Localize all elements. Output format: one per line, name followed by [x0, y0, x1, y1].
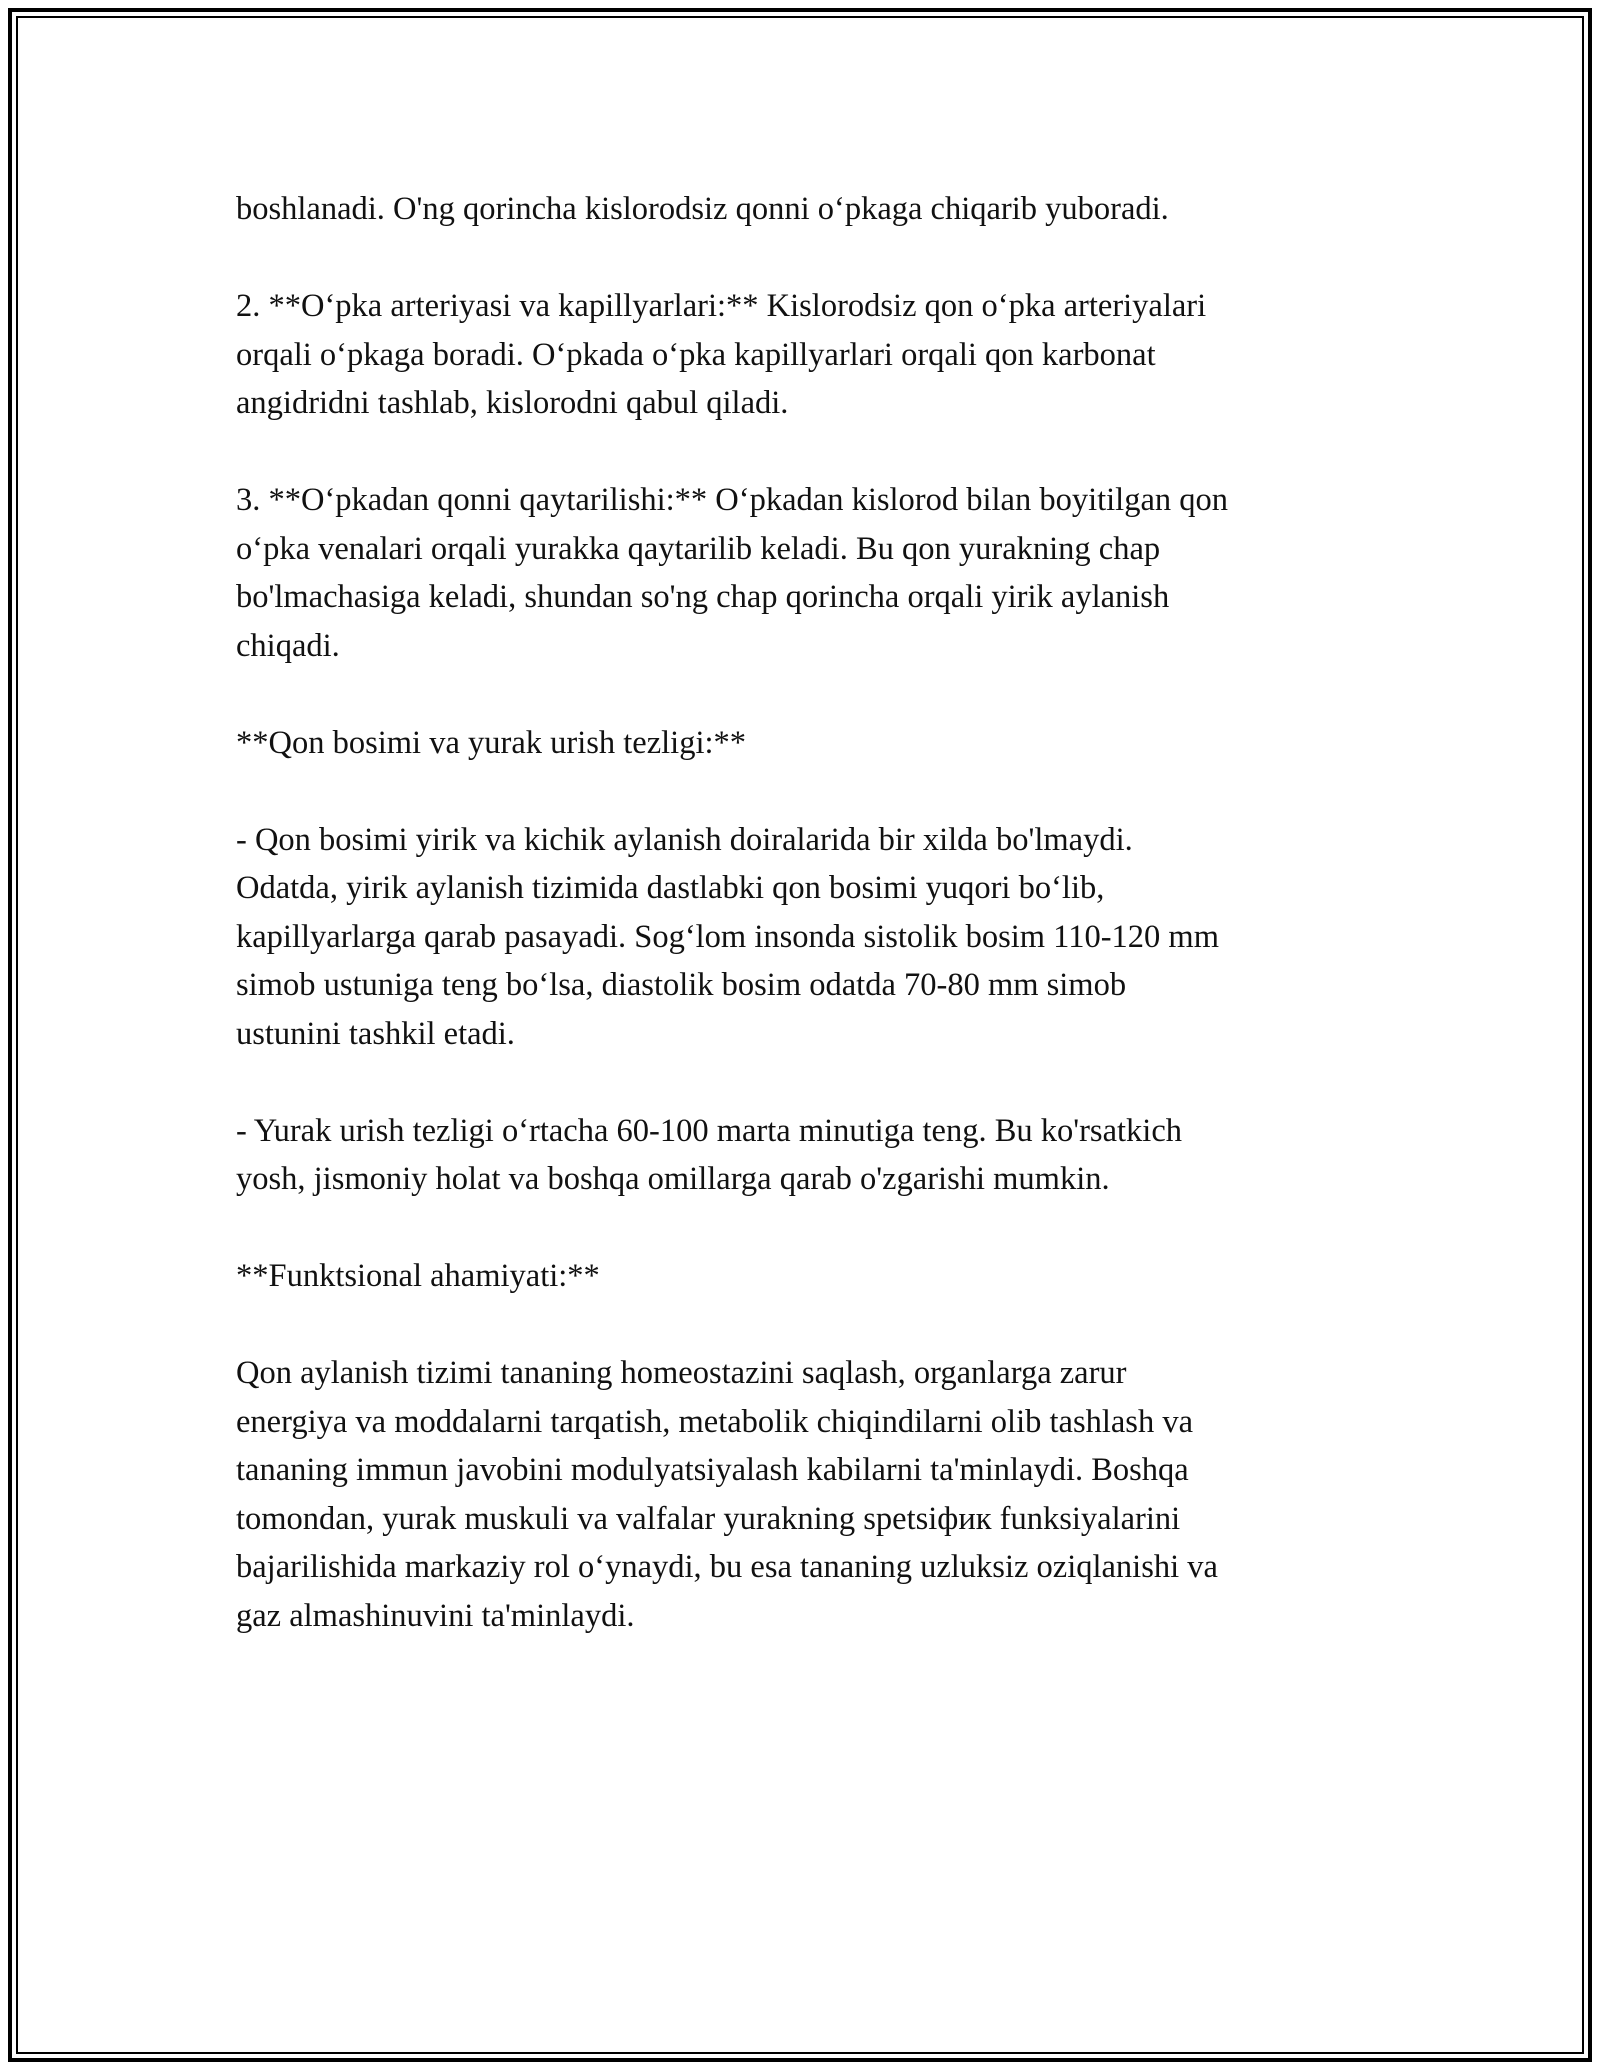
paragraph-functional-importance — [236, 1349, 1366, 1640]
text-line: tomondan, yurak muskuli va valfalar yurakning spetsiфик funksiyalarini — [236, 1500, 1181, 1537]
section-heading-blood-pressure — [236, 719, 1366, 768]
paragraph-pulmonary-artery — [236, 282, 1366, 428]
text-line: angidridni tashlab, kislorodni qabul qiladi. — [236, 385, 789, 421]
heading-text: **Funktsional ahamiyati:** — [236, 1258, 600, 1294]
text-line: chiqadi. — [236, 627, 340, 664]
text-line: energiya va moddalarni tarqatish, metabolik chiqindilarni olib tashlash va — [236, 1403, 1193, 1440]
text-line: gaz almashinuvini ta'minlaydi. — [236, 1597, 635, 1634]
heading-text: **Qon bosimi va yurak urish tezligi:** — [236, 724, 747, 761]
text-line: tananing immun javobini modulyatsiyalash kabilarni ta'minlaydi. Boshqa — [236, 1452, 1189, 1488]
text-line: 3. **O‘pkadan qonni qaytarilishi:** O‘pkadan kislorod bilan boyitilgan qon — [236, 482, 1228, 518]
paragraph-continuation — [236, 185, 1366, 234]
text-line: - Yurak urish tezligi o‘rtacha 60-100 marta minutiga teng. Bu ko'rsatkich — [236, 1112, 1182, 1149]
paragraph-blood-pressure — [236, 816, 1366, 1059]
text-line: boshlanadi. O'ng qorincha kislorodsiz qonni o‘pkaga chiqarib yuboradi. — [236, 191, 1169, 227]
document-body — [236, 185, 1366, 1689]
text-line: - Qon bosimi yirik va kichik aylanish doiralarida bir xilda bo'lmaydi. — [236, 821, 1133, 858]
text-line: orqali o‘pkaga boradi. O‘pkada o‘pka kapillyarlari orqali qon karbonat — [236, 336, 1156, 373]
text-line: simob ustuniga teng bo‘lsa, diastolik bosim odatda 70-80 mm simob — [236, 967, 1127, 1003]
text-line: 2. **O‘pka arteriyasi va kapillyarlari:** Kislorodsiz qon o‘pka arteriyalari — [236, 288, 1207, 324]
text-line: bo'lmachasiga keladi, shundan so'ng chap qorincha orqali yirik aylanish — [236, 579, 1170, 615]
text-line: Qon aylanish tizimi tananing homeostazini saqlash, organlarga zarur — [236, 1355, 1127, 1391]
text-line: yosh, jismoniy holat va boshqa omillarga qarab o'zgarishi mumkin. — [236, 1161, 1110, 1197]
text-line: Odatda, yirik aylanish tizimida dastlabki qon bosimi yuqori bo‘lib, — [236, 870, 1105, 906]
text-line: kapillyarlarga qarab pasayadi. Sog‘lom insonda sistolik bosim 110-120 mm — [236, 918, 1219, 955]
section-heading-functional — [236, 1252, 1366, 1301]
text-line: ustunini tashkil etadi. — [236, 1015, 515, 1052]
paragraph-blood-return — [236, 476, 1366, 670]
paragraph-heart-rate — [236, 1107, 1366, 1204]
text-line: o‘pka venalari orqali yurakka qaytarilib keladi. Bu qon yurakning chap — [236, 530, 1161, 567]
text-line: bajarilishida markaziy rol o‘ynaydi, bu esa tananing uzluksiz oziqlanishi va — [236, 1549, 1218, 1585]
